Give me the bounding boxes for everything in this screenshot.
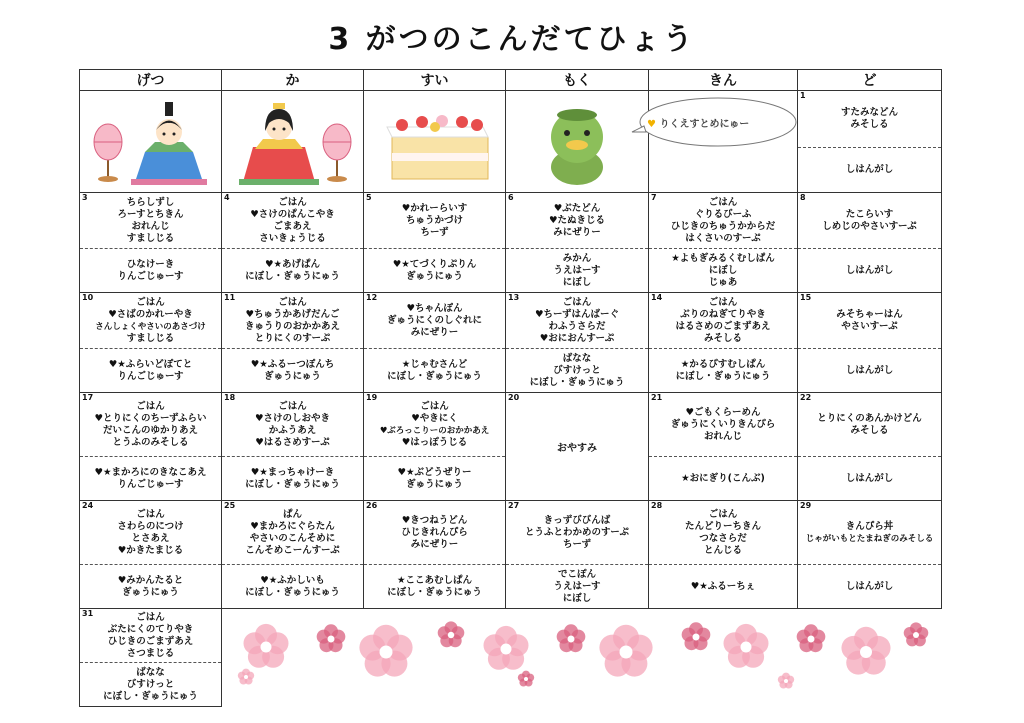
day-22-main [798,393,942,457]
header-sat: ど [798,70,942,91]
snack: ♥★ふかしいも [260,574,325,586]
snack: ★よもぎみるくむしぱん [671,252,775,264]
snack: ♥みかんたると [117,574,184,586]
dish: じゃがいもとたまねぎのみそしる [805,533,934,544]
plum-blossom-icon [557,624,586,652]
dish: さわらのにつけ [117,520,184,532]
dish: ♥はっぽうじる [401,436,468,448]
cake-picture [364,91,506,193]
hina-emperor-picture [80,91,222,193]
dish: きんぴら丼 [845,520,894,532]
dish: みそちゃーはん [836,308,903,320]
snack: じゅあ [708,276,738,288]
plum-blossom-icon [682,622,711,650]
kappa-mascot-icon [509,97,645,187]
dish: ごはん [136,296,165,308]
dish: きっずびびんば [543,514,611,526]
page-title: 3 がつのこんだてひょう [328,22,696,57]
snack: びすけっと [126,678,175,690]
dish: わふうさらだ [548,320,606,332]
dish: こんそめこーんすーぷ [245,544,340,556]
day-3-snack [80,249,222,293]
day-number: 15 [800,293,812,302]
snack: ぎゅうにゅう [264,370,321,382]
hina-doll-emperor-icon [83,97,219,187]
plum-blossom-icon [243,624,288,668]
dish: みにぜりー [410,326,459,338]
plum-blossom-icon [518,671,534,687]
snack: ♥★あげぱん [264,258,321,270]
dish: すましじる [126,232,175,244]
snack: ★ここあむしぱん [396,574,473,586]
day-number: 8 [800,193,806,202]
kappa-picture [506,91,649,193]
dish: ぶたにくのてりやき [107,623,194,635]
dish: ぐりるびーふ [694,208,752,220]
dish: ごはん [708,296,738,308]
day-21-main [649,393,798,457]
day-number: 6 [508,193,514,202]
snack: ばなな [136,666,165,678]
snack: ばなな [562,352,592,364]
snack: りんごじゅーす [117,370,184,382]
dish: ♥ぶろっこりーのおかかあえ [379,425,490,436]
day-13-snack [506,349,649,393]
snack: でこぽん [557,568,596,580]
day-number: 31 [82,609,94,618]
dish: ♥ちゃんぽん [406,302,463,314]
snack: りんごじゅーす [117,478,184,490]
plum-blossom-icon [797,624,826,652]
header-tue: か [222,70,364,91]
snack: にぼし [562,592,592,604]
snack: にぼし・ぎゅうにゅう [529,376,625,388]
day-12-snack [364,349,506,393]
header-fri: きん [649,70,798,91]
day-number: 3 [82,193,88,202]
day-4-snack [222,249,364,293]
dish: ♥ぶたどん [553,202,601,214]
day-19-main [364,393,506,457]
day-6-main [506,193,649,249]
day-number: 17 [82,393,94,402]
dish: ♥かれーらいす [401,202,468,214]
dish: とりにくのすーぷ [254,332,331,344]
day-number: 26 [366,501,378,510]
dish: すたみなどん [840,107,898,118]
day-18-main [222,393,364,457]
snack: しはんがし [845,472,894,484]
dish: ♥さけのぱんこやき [250,208,335,220]
dish: ♥まかろにぐらたん [250,520,335,532]
day-24-main [80,501,222,565]
snack: うえはーす [553,580,601,592]
day-18-snack [222,457,364,501]
request-menu-label: ♥ りくえすとめにゅー [647,119,750,130]
dish: ぎゅうにくいりきんぴら [670,418,776,430]
day-1-snack [798,148,942,193]
snack: にぼし・ぎゅうにゅう [245,478,340,490]
day-10-main [80,293,222,349]
day-15-snack [798,349,942,393]
day-26-snack [364,565,506,609]
plum-blossom-border [226,607,938,697]
dish: ちーず [562,538,592,550]
day-31-main [80,609,222,663]
snack: ♥★ふるーちぇ [690,580,756,592]
dish: さんしょくやさいのあさづけ [95,321,206,332]
day-number: 18 [224,393,236,402]
day-25-snack [222,565,364,609]
day-6-snack [506,249,649,293]
snack: ♥★てづくりぷりん [392,258,477,270]
plum-blossom-icon [599,625,652,677]
dish: さいきょうじる [259,232,326,244]
dish: ♥はるさめすーぷ [255,436,330,448]
dish: とうふのみそしる [112,436,189,448]
day-number: 5 [366,193,372,202]
snack: にぼし・ぎゅうにゅう [387,370,482,382]
weekday-header-row [80,70,942,91]
dish: すましじる [126,332,175,344]
plum-blossom-icon [841,627,890,675]
day-14-main [649,293,798,349]
snack: しはんがし [845,264,894,276]
plum-blossom-icon [317,624,346,652]
day-22-snack [798,457,942,501]
day-number: 10 [82,293,94,302]
day-11-snack [222,349,364,393]
snack: ★おにぎり(こんぶ) [681,472,765,484]
snack: びすけっと [553,364,601,376]
day-28-main [649,501,798,565]
dish: やさいすーぷ [841,320,898,332]
snack: みかん [562,252,592,264]
snack: ★じゃむさんど [401,358,468,370]
day-number: 14 [651,293,663,302]
dish: ごはん [136,400,165,412]
hina-doll-empress-icon [225,97,361,187]
snack: ひなけーき [126,258,175,270]
dish: みそしる [703,332,742,344]
day-number: 13 [508,293,520,302]
day-number: 19 [366,393,378,402]
dish: ♥ごもくらーめん [685,406,761,418]
day-5-snack [364,249,506,293]
dish: みにぜりー [410,538,459,550]
dish: ♥ちーずはんばーぐ [534,308,620,320]
holiday-label: おやすみ [557,443,597,454]
snack: しはんがし [845,164,894,175]
day-26-main [364,501,506,565]
dish: ごまあえ [273,220,312,232]
snack: ぎゅうにゅう [406,270,463,282]
day-number: 21 [651,393,663,402]
day-7-snack [649,249,798,293]
day-29-snack [798,565,942,609]
day-8-snack [798,249,942,293]
day-5-main [364,193,506,249]
dish: しめじのやさいすーぷ [822,220,917,232]
strawberry-cake-icon [367,97,503,187]
snack: にぼし・ぎゅうにゅう [387,586,482,598]
day-24-snack [80,565,222,609]
dish: ♥かきたまじる [117,544,184,556]
dish: ひじきれんぴら [401,526,468,538]
dish: ♥やきにく [411,412,458,424]
heart-icon: ♥ [647,119,656,130]
day-number: 27 [508,501,520,510]
day-11-main [222,293,364,349]
snack: ♥★ふるーつぽんち [250,358,335,370]
day-8-main [798,193,942,249]
dish: みにぜりー [553,226,601,238]
dish: たんどりーちきん [684,520,761,532]
dish: ごはん [420,400,449,412]
dish: みそしる [850,119,889,130]
plum-blossom-icon [359,625,412,677]
snack: ♥★ぶどうぜりー [397,466,472,478]
dish: ひじきのちゅうかからだ [670,220,776,232]
dish: ♥ちゅうかあげだんご [245,308,340,320]
dish: だいこんのゆかりあえ [102,424,198,436]
hina-empress-picture [222,91,364,193]
dish: ひじきのごまずあえ [107,635,194,647]
plum-blossom-icon [723,624,768,668]
plum-blossom-icon [238,669,254,685]
dish: ごはん [278,400,307,412]
day-20-holiday [506,393,649,501]
dish: ♥さけのしおやき [254,412,331,424]
dish: さつまじる [126,647,175,659]
snack: ♥★ふらいどぽてと [108,358,193,370]
dish: みそしる [850,424,889,436]
dish: はくさいのすーぷ [685,232,761,244]
day-28-snack [649,565,798,609]
day-number: 12 [366,293,378,302]
day-21-snack [649,457,798,501]
dish: おれんじ [131,220,170,232]
dish: ちゅうかづけ [405,214,463,226]
day-17-main [80,393,222,457]
day-number: 1 [800,91,806,100]
dish: ♥きつねうどん [401,514,468,526]
header-wed: すい [364,70,506,91]
snack: りんごじゅーす [117,270,184,282]
dish: ろーすとちきん [117,208,184,220]
dish: ごはん [136,611,165,623]
dish: きゅうりのおかかあえ [244,320,340,332]
day-number: 7 [651,193,657,202]
day-number: 29 [800,501,812,510]
day-31-snack [80,663,222,707]
header-thu: もく [506,70,649,91]
dish: ♥たぬきじる [548,214,606,226]
day-number: 20 [508,393,520,402]
plum-blossom-icon [438,621,465,647]
snack: ★かるぴすむしぱん [680,358,766,370]
dish: はるさめのごまずあえ [675,320,771,332]
day-number: 11 [224,293,236,302]
day-19-snack [364,457,506,501]
snack: ♥★まかろにのきなこあえ [94,466,207,478]
dish: ちらしずし [126,196,175,208]
day-15-main [798,293,942,349]
day-14-snack [649,349,798,393]
dish: ぱん [282,508,302,520]
dish: ぶりのねぎてりやき [680,308,766,320]
snack: ぎゅうにゅう [122,586,179,598]
snack: にぼし [708,264,738,276]
day-number: 25 [224,501,236,510]
snack: にぼし・ぎゅうにゅう [245,586,340,598]
plum-blossom-icon [904,622,929,646]
day-17-snack [80,457,222,501]
day-1-main [798,91,942,148]
dish: かふうあえ [268,424,317,436]
day-7-main [649,193,798,249]
day-27-main [506,501,649,565]
snack: にぼし・ぎゅうにゅう [675,370,771,382]
dish: ごはん [278,196,307,208]
day-25-main [222,501,364,565]
day-number: 28 [651,501,663,510]
dish: ごはん [562,296,592,308]
day-number: 22 [800,393,812,402]
snack: うえはーす [553,264,601,276]
dish: ごはん [278,296,307,308]
plum-blossom-icon [483,626,528,670]
day-10-snack [80,349,222,393]
dish: ごはん [708,508,738,520]
dish: とりにくのあんかけどん [817,412,922,424]
dish: ごはん [136,508,165,520]
day-12-main [364,293,506,349]
dish: やさいのこんそめに [249,532,336,544]
day-number: 24 [82,501,94,510]
dish: つなさらだ [699,532,747,544]
dish: とさあえ [131,532,170,544]
dish: ぎゅうにくのしぐれに [386,314,482,326]
snack: しはんがし [845,364,894,376]
snack: ぎゅうにゅう [406,478,463,490]
day-29-main [798,501,942,565]
dish: ♥おにおんすーぷ [539,332,615,344]
dish: たこらいす [845,208,894,220]
day-number: 4 [224,193,230,202]
dish: ♥さばのかれーやき [108,308,193,320]
dish: とんじる [703,544,742,556]
snack: にぼし・ぎゅうにゅう [103,690,198,702]
day-4-main [222,193,364,249]
dish: ♥とりにくのちーずふらい [94,412,207,424]
dish: ごはん [708,196,738,208]
header-mon: げつ [80,70,222,91]
plum-blossom-icon [778,673,794,689]
snack: しはんがし [845,580,894,592]
day-27-snack [506,565,649,609]
snack: にぼし [562,276,592,288]
dish: ちーず [420,226,449,238]
snack: ♥★まっちゃけーき [250,466,335,478]
day-3-main [80,193,222,249]
day-13-main [506,293,649,349]
dish: おれんじ [703,430,742,442]
snack: にぼし・ぎゅうにゅう [245,270,340,282]
dish: とうふとわかめのすーぷ [524,526,630,538]
